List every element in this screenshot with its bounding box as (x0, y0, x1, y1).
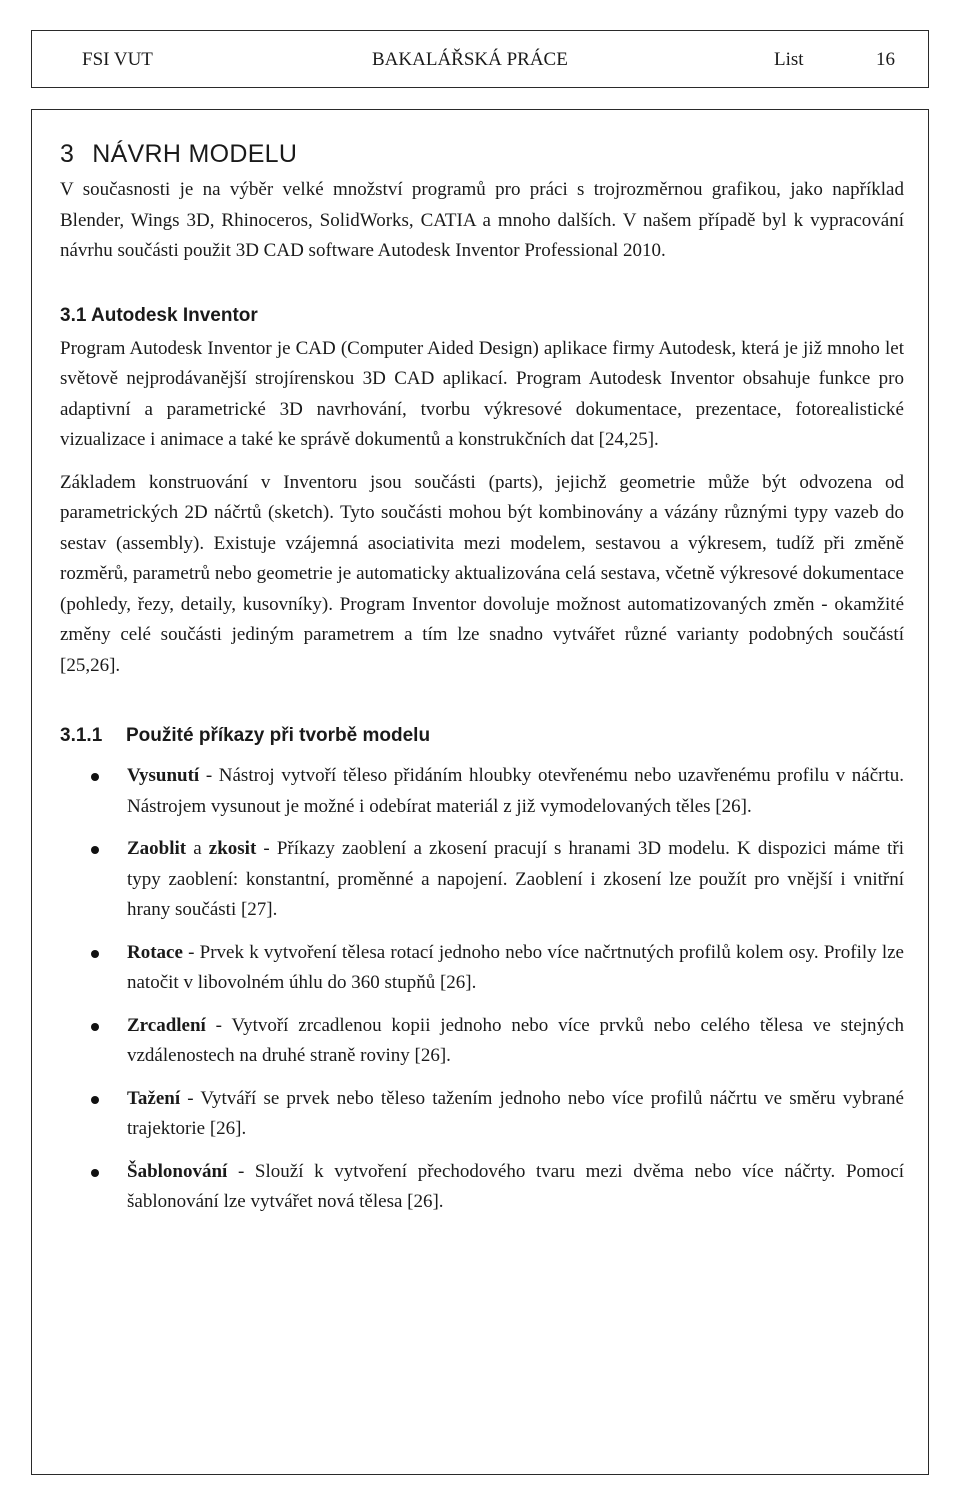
command-term-joiner: a (186, 838, 209, 859)
list-item (60, 834, 904, 926)
command-description: - Vytvoří zrcadlenou kopii jednoho nebo více prvků nebo celého tělesa ve stejných vzdálenostech na druhé straně roviny [26]. (127, 1014, 904, 1066)
subsection-number: 3.1.1 (60, 725, 103, 746)
header-faculty: FSI VUT (82, 49, 153, 70)
command-description: - Nástroj vytvoří těleso přidáním hloubky otevřenému nebo uzavřenému profilu v náčrtu. Nástrojem vysunout je možné i odebírat materiál z již vymodelovaných těles [26]. (127, 765, 904, 817)
section-paragraph-2: Základem konstruování v Inventoru jsou součásti (parts), jejichž geometrie může být odvozena od parametrických 2D náčrtů (sketch). Tyto součásti mohou být kombinovány a vázány různými typy vazeb do sestav (assembly). Existuje vzájemná asociativita mezi modelem, sestavou a výkresem, tudíž při změně rozměrů, parametrů nebo geometrie je automaticky aktualizována celá sestava, včetně výkresové dokumentace (pohledy, řezy, detaily, kusovníky). Program Inventor dovoluje možnost automatizovaných změn - okamžité změny celé součásti jediným parametrem a tím lze snadno vytvářet různé varianty podobných součástí [25,26]. (60, 471, 904, 676)
chapter-intro-paragraph: V současnosti je na výběr velké množství programů pro práci s trojrozměrnou grafikou, jako například Blender, Wings 3D, Rhinoceros, SolidWorks, CATIA a mnoho dalších. V našem případě byl k vypracování návrhu součásti použit 3D CAD software Autodesk Inventor Professional 2010. (60, 179, 904, 261)
command-description: - Slouží k vytvoření přechodového tvaru mezi dvěma nebo více náčrty. Pomocí šablonování lze vytvářet nová tělesa [26]. (127, 1160, 904, 1212)
command-term: Zaoblit (127, 838, 187, 859)
list-item (60, 1157, 904, 1218)
command-term: Zrcadlení (127, 1014, 206, 1036)
header-document-type: BAKALÁŘSKÁ PRÁCE (372, 49, 568, 70)
subsection-title: Použité příkazy při tvorbě modelu (126, 725, 431, 746)
chapter-heading (60, 140, 904, 169)
bullet-icon (91, 1169, 99, 1177)
list-item (60, 761, 904, 822)
command-term: Rotace (127, 941, 183, 963)
list-item (60, 1011, 904, 1072)
page-content (31, 109, 929, 1475)
command-term-2: zkosit (208, 838, 257, 859)
command-term: Vysunutí (127, 765, 200, 786)
subsection-heading (60, 725, 904, 747)
command-description: - Vytváří se prvek nebo těleso tažením jednoho nebo více profilů náčrtu ve směru vybrané trajektorie [26]. (127, 1087, 904, 1139)
chapter-title: NÁVRH MODELU (92, 140, 298, 168)
list-item (60, 1084, 904, 1145)
chapter-number: 3 (60, 140, 75, 168)
list-item (60, 938, 904, 999)
page-header (31, 30, 929, 88)
header-list-label: List (774, 49, 804, 70)
command-term: Šablonování (127, 1160, 228, 1182)
command-description: - Příkazy zaoblení a zkosení pracují s hranami 3D modelu. K dispozici máme tři typy zaoblení: konstantní, proměnné a napojení. Zaoblení i zkosení lze použít pro vnější i vnitřní hrany součásti [27]. (127, 838, 904, 920)
section-paragraph-1: Program Autodesk Inventor je CAD (Computer Aided Design) aplikace firmy Autodesk, která je již mnoho let světově nejprodávanější strojírenskou 3D CAD aplikací. Program Autodesk Inventor obsahuje funkce pro adaptivní a parametrické 3D navrhování, tvorbu výkresové dokumentace, prezentace, fotorealistické vizualizace i animace a také ke správě dokumentů a konstrukčních dat [24,25]. (60, 337, 904, 450)
bullet-icon (91, 1096, 99, 1104)
bullet-icon (91, 773, 99, 781)
section-heading: 3.1 Autodesk Inventor (60, 304, 258, 326)
bullet-icon (91, 950, 99, 958)
header-page-number: 16 (876, 49, 895, 70)
bullet-icon (91, 1023, 99, 1031)
command-list (60, 761, 904, 1218)
command-term: Tažení (127, 1087, 181, 1109)
command-description: - Prvek k vytvoření tělesa rotací jednoho nebo více načrtnutých profilů kolem osy. Profily lze natočit v libovolném úhlu do 360 stupňů [26]. (127, 941, 904, 993)
bullet-icon (91, 846, 99, 854)
